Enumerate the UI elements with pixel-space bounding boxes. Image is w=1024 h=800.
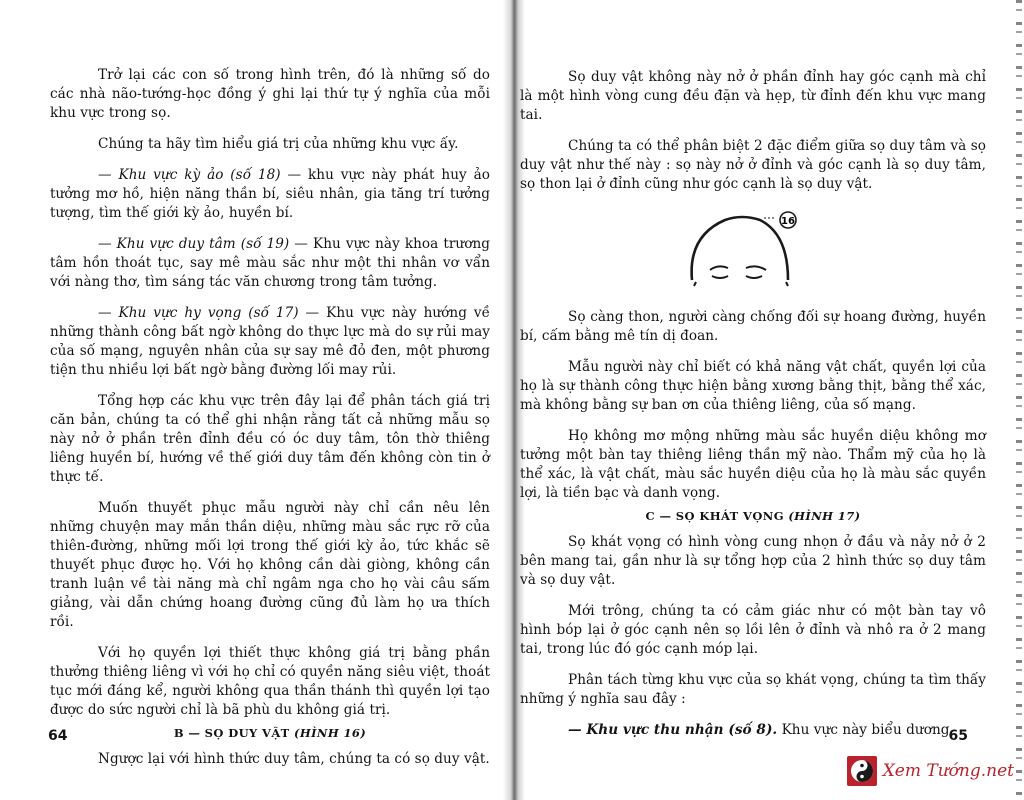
left-eye — [712, 276, 728, 278]
zone-term: — Khu vực kỳ ảo (số 18) — — [98, 167, 302, 183]
heading-text: C — SỌ KHÁT VỌNG — [645, 509, 784, 523]
watermark-text: Xem Tướng.net — [882, 761, 1014, 781]
zone-text: khu vực này phát huy ảo tưởng mơ hồ, hiện năng thần bí, siêu nhân, gia tăng trí tưởng tượng, tìm thế giới kỳ ảo, huyền bí. — [50, 167, 490, 221]
zone-paragraph-17 — [50, 304, 490, 380]
section-heading-c — [520, 509, 986, 523]
paragraph: Chúng ta có thể phân biệt 2 đặc điểm giữa sọ duy tâm và sọ duy vật như thế này : sọ này nở ở đỉnh và góc cạnh là sọ duy tâm, sọ thon lại ở đỉnh cũng như góc cạnh là sọ duy vật. — [520, 138, 986, 192]
paragraph: Phân tách từng khu vực của sọ khát vọng, chúng ta tìm thấy những ý nghĩa sau đây : — [520, 672, 986, 707]
paragraph: Muốn thuyết phục mẫu người này chỉ cần nêu lên những chuyện may mắn thần diệu, những màu sắc rực rỡ của thiên-đường, những mối lợi trong thế giới kỳ ảo, tức khắc sẽ thuyết phục được họ. Với họ không cần dài giòng, không cần tranh luận về tài năng mà chỉ ngâm nga cho họ vài câu sấm giảng, vài dẫn chứng hoang đường cũng đủ làm họ ưa thích rồi. — [50, 500, 490, 630]
heading-figure-ref: (HÌNH 16) — [294, 726, 367, 740]
site-watermark — [847, 756, 1014, 786]
yin-yang-icon — [847, 756, 877, 786]
paragraph: Họ không mơ mộng những màu sắc huyền diệu không mơ tưởng một bàn tay thiêng liêng thần mỹ nào. Thẩm mỹ của họ là thể xác, là vật chất, màu sắc huyền diệu của họ là màu sắc quyền lợi, là tiền bạc và danh vọng. — [520, 428, 986, 501]
zone-term: — Khu vực hy vọng (số 17) — — [98, 305, 320, 321]
paragraph: Mới trông, chúng ta có cảm giác như có một bàn tay vô hình bóp lại ở góc cạnh nên sọ lồi lên ở đỉnh và nhô ra ở 2 mang tai, trong lúc đó góc cạnh móp lại. — [520, 603, 986, 657]
paragraph: Với họ quyền lợi thiết thực không giá trị bằng phần thưởng thiêng liêng vì với họ chỉ có quyền năng siêu việt, thoát tục mới đáng kể, người không qua thần thánh thì quyền lợi tạo được do sức người chỉ là bã phù du không giá trị. — [50, 645, 490, 718]
right-eye — [746, 276, 762, 278]
figure-label: 16 — [781, 216, 795, 227]
heading-figure-ref: (HÌNH 17) — [788, 509, 861, 523]
section-heading-b — [50, 726, 490, 740]
paragraph: Sọ duy vật không này nở ở phần đỉnh hay góc cạnh mà chỉ là một hình vòng cung đều đặn và hẹp, từ đỉnh đến khu vực mang tai. — [520, 69, 986, 123]
paragraph: Tổng hợp các khu vực trên đây lại để phân tách giá trị căn bản, chúng ta có thể ghi nhận rằng tất cả những mẫu sọ này nở ở phần trên đỉnh đều có óc duy tâm, tôn thờ thiêng liêng huyền bí, hướng về thế giới duy tâm đến không còn tin ở thực tế. — [50, 393, 490, 485]
left-eyebrow — [710, 266, 728, 270]
zone-text: Khu vực này khoa trương tâm hồn thoát tục, say mê màu sắc như một thi nhân vơ vẩn với nàng thơ, tìm sáng tác văn chương trong tâm tưởng. — [50, 236, 491, 290]
right-eyebrow — [746, 266, 766, 270]
paragraph: Sọ càng thon, người càng chống đối sự hoang đường, huyền bí, cấm bằng mê tín dị đoan. — [520, 309, 986, 344]
skull-figure-16 — [670, 206, 810, 290]
paragraph: Ngược lại với hình thức duy tâm, chúng ta có sọ duy vật. — [98, 751, 490, 767]
paragraph: Mẫu người này chỉ biết có khả năng vật chất, quyền lợi của họ là sự thành công thực hiện bằng xương bằng thịt, bằng thể xác, mà không bằng sự ban ơn của thiêng liêng, của số mạng. — [520, 359, 986, 413]
heading-text: B — SỌ DUY VẬT — [173, 726, 290, 740]
head-outline — [692, 217, 788, 280]
page-number: 65 — [948, 728, 968, 744]
ear-marks — [694, 282, 788, 286]
paragraph: Chúng ta hãy tìm hiểu giá trị của những khu vực ấy. — [98, 136, 459, 152]
paragraph: Trở lại các con số trong hình trên, đó là những số do các nhà não-tướng-học đồng ý ghi lại thứ tự ý nghĩa của mỗi khu vực trong sọ. — [50, 67, 490, 121]
zone-paragraph-18 — [50, 166, 490, 223]
zone-paragraph-19 — [50, 235, 490, 292]
right-page — [514, 0, 1024, 800]
paragraph: Sọ khát vọng có hình vòng cung nhọn ở đầu và nảy nở ở 2 bên mang tai, gần như là sự tổng hợp của 2 hình thức sọ duy tâm và sọ duy vật. — [520, 534, 986, 588]
zone-text: Khu vực này biểu dương — [781, 722, 950, 738]
zone-term: — Khu vực duy tâm (số 19) — — [98, 236, 308, 252]
zone-paragraph-8 — [520, 721, 986, 740]
page-number: 64 — [48, 728, 68, 744]
zone-text: Khu vực này hướng về những thành công bất ngờ không do thực lực mà do sự rủi may của số mạng, nguyên nhân của sự say mê đỏ đen, một phương tiện thu nhiều lợi bất ngờ bằng đường lối may rủi. — [50, 305, 491, 378]
zone-term: — Khu vực thu nhận (số 8). — [568, 722, 778, 738]
